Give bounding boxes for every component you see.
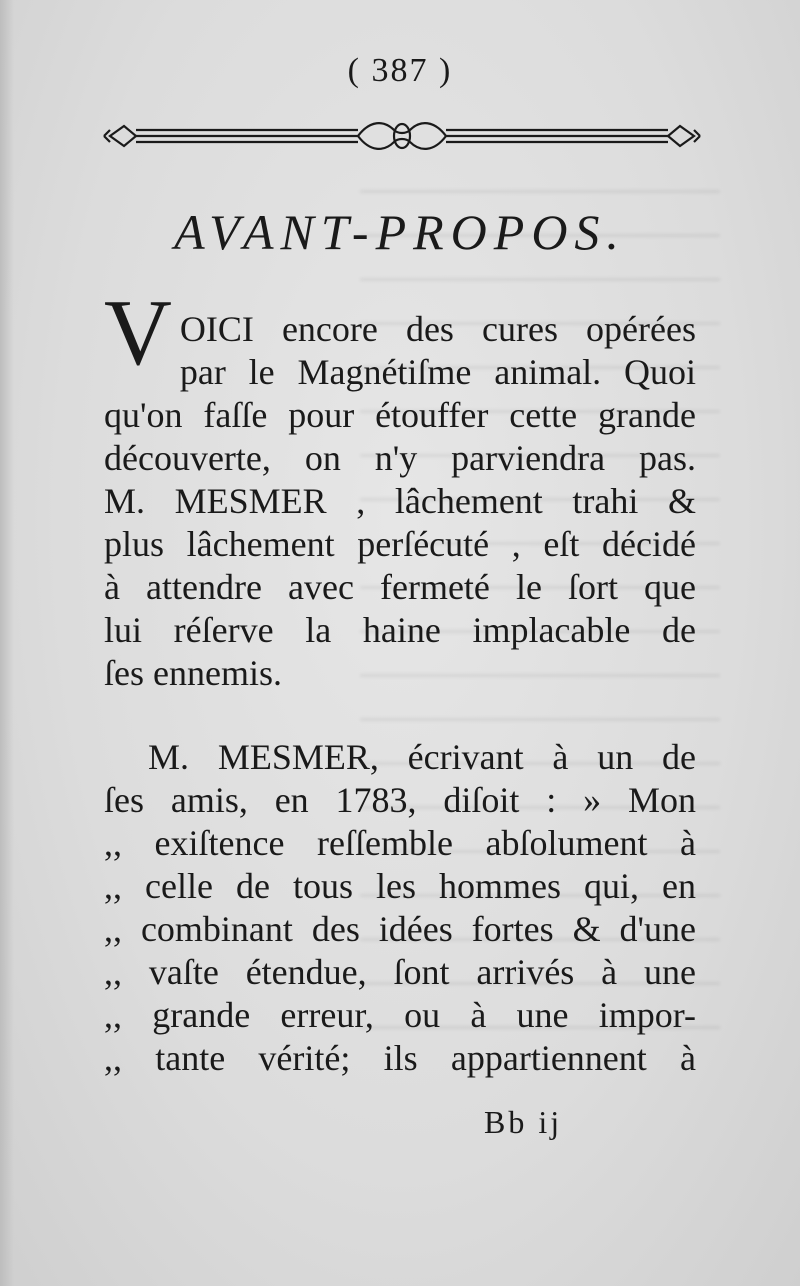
text-line: découverte, on n'y parviendra pas.: [104, 438, 696, 478]
text-line: ,, combinant des idées fortes & d'une: [104, 909, 696, 949]
section-heading: AVANT-PROPOS.: [174, 204, 626, 260]
paragraph-1: [104, 281, 696, 695]
text-line: M. MESMER , lâchement trahi &: [104, 481, 696, 521]
text-line: M. MESMER, écrivant à un de: [148, 737, 696, 777]
text-line: qu'on faſſe pour étouffer cette grande: [104, 395, 696, 435]
text-line: par le Magnétiſme animal. Quoi: [179, 352, 696, 392]
text-line: OICI encore des cures opérées: [179, 309, 696, 349]
text-line: ,, celle de tous les hommes qui, en: [104, 866, 696, 906]
drop-cap: V: [104, 281, 172, 385]
ornament-rule-icon: [102, 112, 702, 164]
text-line: ,, tante vérité; ils appartiennent à: [104, 1038, 696, 1078]
paragraph-2: [104, 736, 696, 1080]
text-line: plus lâchement perſécuté , eſt décidé: [104, 524, 696, 564]
text-line: ,, exiſtence reſſemble abſolument à: [104, 823, 696, 863]
text-line: lui réſerve la haine implacable de: [104, 610, 696, 650]
page-edge-shadow: [0, 0, 14, 1286]
signature-mark: Bb ij: [484, 1104, 563, 1140]
text-line: ,, vaſte étendue, ſont arrivés à une: [104, 952, 696, 992]
text-line: ſes amis, en 1783, diſoit : » Mon: [104, 780, 696, 820]
page-number: ( 387 ): [347, 52, 453, 89]
text-line: ſes ennemis.: [104, 653, 282, 693]
text-line: ,, grande erreur, ou à une impor-: [104, 995, 696, 1035]
text-line: à attendre avec fermeté le ſort que: [104, 567, 696, 607]
